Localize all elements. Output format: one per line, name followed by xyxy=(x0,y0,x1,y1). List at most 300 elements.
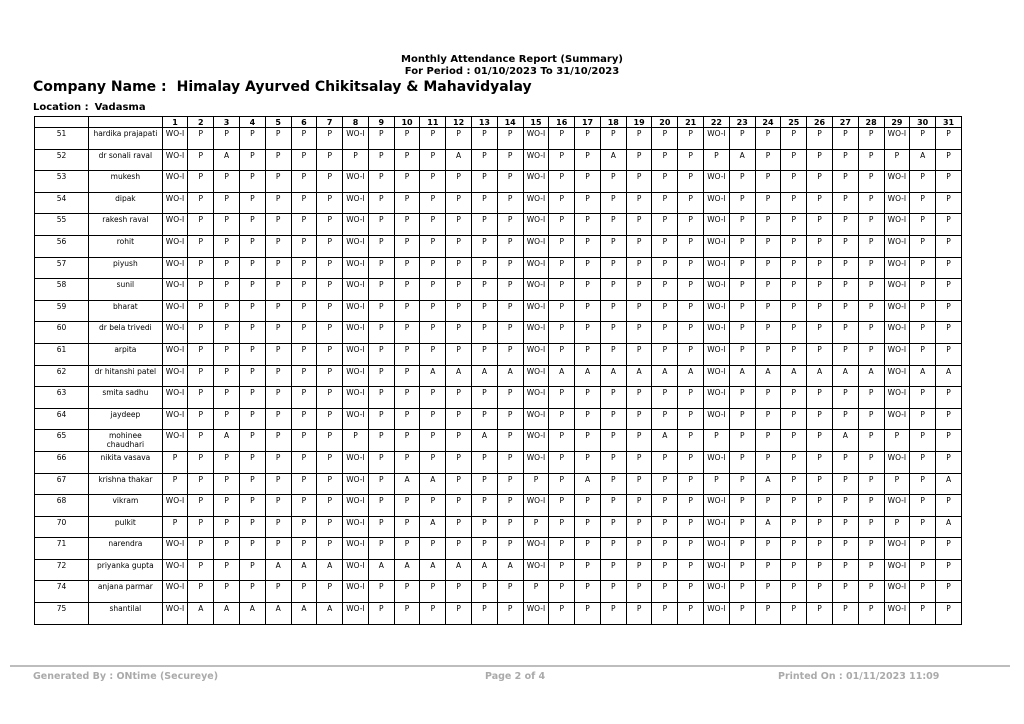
attendance-mark: P xyxy=(549,430,575,452)
attendance-mark: P xyxy=(214,322,240,344)
attendance-mark: WO-I xyxy=(523,408,549,430)
day-header: 27 xyxy=(832,117,858,128)
attendance-mark: A xyxy=(652,365,678,387)
attendance-mark: A xyxy=(755,473,781,495)
day-header: 15 xyxy=(523,117,549,128)
attendance-mark: P xyxy=(446,473,472,495)
attendance-mark: P xyxy=(446,343,472,365)
attendance-mark: P xyxy=(652,171,678,193)
attendance-mark: P xyxy=(678,192,704,214)
attendance-mark: A xyxy=(832,430,858,452)
attendance-mark: P xyxy=(317,408,343,430)
attendance-mark: WO-I xyxy=(704,495,730,517)
attendance-mark: P xyxy=(575,343,601,365)
table-row xyxy=(35,603,962,625)
attendance-mark: P xyxy=(188,171,214,193)
attendance-mark: P xyxy=(497,451,523,473)
table-row xyxy=(35,192,962,214)
employee-name: piyush xyxy=(89,257,163,279)
attendance-mark: P xyxy=(781,192,807,214)
attendance-mark: WO-I xyxy=(343,603,369,625)
attendance-mark: P xyxy=(549,516,575,538)
employee-code: 68 xyxy=(35,495,89,517)
day-header: 29 xyxy=(884,117,910,128)
attendance-mark: P xyxy=(162,516,188,538)
attendance-mark: P xyxy=(368,300,394,322)
attendance-mark: P xyxy=(781,408,807,430)
attendance-mark: A xyxy=(420,559,446,581)
day-header: 17 xyxy=(575,117,601,128)
attendance-mark: P xyxy=(497,387,523,409)
attendance-mark: P xyxy=(472,495,498,517)
company-line xyxy=(33,79,532,95)
attendance-mark: P xyxy=(214,451,240,473)
attendance-mark: P xyxy=(497,408,523,430)
attendance-mark: A xyxy=(600,365,626,387)
attendance-mark: A xyxy=(214,149,240,171)
header-name xyxy=(89,117,163,128)
attendance-mark: P xyxy=(910,451,936,473)
attendance-mark: P xyxy=(807,430,833,452)
attendance-mark: WO-I xyxy=(162,300,188,322)
attendance-mark: P xyxy=(832,408,858,430)
attendance-mark: P xyxy=(755,495,781,517)
attendance-mark: A xyxy=(575,365,601,387)
attendance-mark: P xyxy=(832,128,858,150)
attendance-mark: P xyxy=(858,300,884,322)
attendance-mark: WO-I xyxy=(523,495,549,517)
attendance-mark: A xyxy=(188,603,214,625)
attendance-mark: WO-I xyxy=(704,603,730,625)
attendance-mark: WO-I xyxy=(884,235,910,257)
attendance-mark: P xyxy=(239,495,265,517)
attendance-mark: WO-I xyxy=(704,538,730,560)
attendance-mark: WO-I xyxy=(162,322,188,344)
day-header: 10 xyxy=(394,117,420,128)
attendance-mark: P xyxy=(214,387,240,409)
attendance-mark: P xyxy=(368,279,394,301)
attendance-mark: P xyxy=(497,322,523,344)
attendance-mark: P xyxy=(936,581,962,603)
attendance-mark: A xyxy=(214,430,240,452)
employee-code: 60 xyxy=(35,322,89,344)
attendance-mark: P xyxy=(652,214,678,236)
attendance-mark: P xyxy=(626,279,652,301)
employee-code: 67 xyxy=(35,473,89,495)
attendance-mark: P xyxy=(265,387,291,409)
attendance-mark: P xyxy=(549,603,575,625)
location-name: Vadasma xyxy=(94,102,146,113)
attendance-mark: P xyxy=(781,430,807,452)
attendance-mark: P xyxy=(446,322,472,344)
attendance-mark: P xyxy=(652,300,678,322)
day-header: 22 xyxy=(704,117,730,128)
attendance-mark: P xyxy=(678,300,704,322)
attendance-mark: P xyxy=(884,430,910,452)
attendance-mark: P xyxy=(291,322,317,344)
header-code xyxy=(35,117,89,128)
attendance-mark: P xyxy=(368,581,394,603)
attendance-mark: P xyxy=(652,257,678,279)
attendance-mark: P xyxy=(497,192,523,214)
attendance-mark: P xyxy=(600,300,626,322)
attendance-mark: WO-I xyxy=(884,322,910,344)
table-row xyxy=(35,171,962,193)
attendance-mark: P xyxy=(317,451,343,473)
attendance-mark: WO-I xyxy=(162,192,188,214)
attendance-mark: P xyxy=(317,279,343,301)
attendance-mark: WO-I xyxy=(343,559,369,581)
attendance-mark: P xyxy=(317,343,343,365)
attendance-mark: P xyxy=(858,495,884,517)
attendance-mark: P xyxy=(807,235,833,257)
attendance-mark: P xyxy=(446,128,472,150)
attendance-mark: P xyxy=(239,235,265,257)
attendance-mark: P xyxy=(188,495,214,517)
attendance-mark: A xyxy=(317,559,343,581)
attendance-mark: P xyxy=(368,408,394,430)
attendance-mark: WO-I xyxy=(343,581,369,603)
attendance-mark: P xyxy=(832,387,858,409)
attendance-mark: P xyxy=(600,322,626,344)
attendance-mark: WO-I xyxy=(704,451,730,473)
attendance-mark: P xyxy=(368,235,394,257)
attendance-mark: P xyxy=(600,473,626,495)
attendance-mark: P xyxy=(729,538,755,560)
attendance-mark: P xyxy=(523,581,549,603)
attendance-mark: P xyxy=(755,257,781,279)
attendance-mark: A xyxy=(472,365,498,387)
attendance-mark: P xyxy=(575,559,601,581)
attendance-mark: P xyxy=(781,300,807,322)
attendance-mark: WO-I xyxy=(162,149,188,171)
attendance-mark: P xyxy=(936,214,962,236)
attendance-mark: P xyxy=(188,235,214,257)
attendance-mark: P xyxy=(626,149,652,171)
table-row xyxy=(35,387,962,409)
attendance-mark: P xyxy=(807,300,833,322)
table-row xyxy=(35,516,962,538)
attendance-mark: WO-I xyxy=(343,192,369,214)
attendance-mark: WO-I xyxy=(884,451,910,473)
location-line xyxy=(33,102,146,113)
attendance-mark: P xyxy=(755,235,781,257)
day-header: 18 xyxy=(600,117,626,128)
attendance-mark: P xyxy=(446,408,472,430)
attendance-mark: P xyxy=(188,365,214,387)
attendance-mark: P xyxy=(910,408,936,430)
attendance-mark: P xyxy=(549,322,575,344)
day-header: 3 xyxy=(214,117,240,128)
attendance-mark: P xyxy=(936,322,962,344)
attendance-mark: A xyxy=(394,559,420,581)
attendance-mark: P xyxy=(678,559,704,581)
attendance-mark: P xyxy=(265,408,291,430)
attendance-mark: WO-I xyxy=(523,387,549,409)
attendance-mark: P xyxy=(936,343,962,365)
attendance-mark: P xyxy=(600,408,626,430)
attendance-mark: A xyxy=(575,473,601,495)
attendance-mark: A xyxy=(858,365,884,387)
attendance-mark: P xyxy=(858,603,884,625)
attendance-mark: P xyxy=(807,559,833,581)
table-row xyxy=(35,451,962,473)
attendance-mark: P xyxy=(291,128,317,150)
attendance-mark: WO-I xyxy=(162,235,188,257)
attendance-mark: P xyxy=(549,214,575,236)
attendance-mark: P xyxy=(265,430,291,452)
attendance-mark: P xyxy=(807,214,833,236)
attendance-mark: P xyxy=(652,495,678,517)
attendance-mark: P xyxy=(497,603,523,625)
table-row xyxy=(35,343,962,365)
attendance-mark: P xyxy=(626,516,652,538)
attendance-mark: P xyxy=(368,257,394,279)
attendance-mark: P xyxy=(858,257,884,279)
attendance-mark: P xyxy=(420,257,446,279)
attendance-mark: P xyxy=(317,365,343,387)
attendance-mark: P xyxy=(394,538,420,560)
attendance-mark: P xyxy=(472,451,498,473)
attendance-mark: P xyxy=(265,473,291,495)
attendance-mark: WO-I xyxy=(884,343,910,365)
employee-name: narendra xyxy=(89,538,163,560)
attendance-mark: P xyxy=(317,300,343,322)
attendance-mark: P xyxy=(729,171,755,193)
attendance-mark: WO-I xyxy=(162,279,188,301)
attendance-mark: P xyxy=(265,300,291,322)
attendance-mark: P xyxy=(910,128,936,150)
attendance-mark: P xyxy=(239,257,265,279)
attendance-mark: WO-I xyxy=(162,430,188,452)
attendance-mark: A xyxy=(678,365,704,387)
attendance-mark: P xyxy=(575,149,601,171)
attendance-mark: WO-I xyxy=(884,192,910,214)
attendance-mark: P xyxy=(678,279,704,301)
attendance-mark: A xyxy=(446,149,472,171)
attendance-mark: P xyxy=(420,343,446,365)
employee-name: mukesh xyxy=(89,171,163,193)
attendance-mark: P xyxy=(214,581,240,603)
attendance-mark: P xyxy=(652,128,678,150)
attendance-mark: P xyxy=(497,300,523,322)
attendance-mark: P xyxy=(265,451,291,473)
attendance-mark: P xyxy=(807,538,833,560)
attendance-mark: P xyxy=(188,387,214,409)
attendance-mark: WO-I xyxy=(704,279,730,301)
attendance-mark: P xyxy=(394,495,420,517)
day-header: 13 xyxy=(472,117,498,128)
attendance-mark: P xyxy=(807,149,833,171)
attendance-mark: P xyxy=(600,603,626,625)
attendance-mark: P xyxy=(858,279,884,301)
day-header: 25 xyxy=(781,117,807,128)
attendance-mark: P xyxy=(832,171,858,193)
employee-code: 65 xyxy=(35,430,89,452)
attendance-mark: A xyxy=(807,365,833,387)
day-header: 24 xyxy=(755,117,781,128)
employee-code: 57 xyxy=(35,257,89,279)
attendance-mark: P xyxy=(652,235,678,257)
attendance-mark: P xyxy=(626,171,652,193)
attendance-mark: P xyxy=(265,365,291,387)
report-title: Monthly Attendance Report (Summary) xyxy=(401,54,623,65)
attendance-mark: WO-I xyxy=(343,365,369,387)
attendance-mark: P xyxy=(575,235,601,257)
attendance-mark: WO-I xyxy=(343,279,369,301)
attendance-mark: P xyxy=(239,538,265,560)
attendance-mark: P xyxy=(214,516,240,538)
attendance-mark: P xyxy=(807,343,833,365)
attendance-mark: P xyxy=(755,192,781,214)
attendance-mark: P xyxy=(214,495,240,517)
attendance-mark: P xyxy=(678,343,704,365)
attendance-mark: WO-I xyxy=(704,128,730,150)
employee-name: rakesh raval xyxy=(89,214,163,236)
attendance-mark: P xyxy=(394,581,420,603)
day-header: 31 xyxy=(936,117,962,128)
day-header: 11 xyxy=(420,117,446,128)
attendance-mark: WO-I xyxy=(343,171,369,193)
employee-name: dr bela trivedi xyxy=(89,322,163,344)
attendance-mark: P xyxy=(188,559,214,581)
attendance-mark: P xyxy=(497,581,523,603)
attendance-mark: P xyxy=(575,214,601,236)
attendance-mark: P xyxy=(265,192,291,214)
attendance-mark: P xyxy=(188,516,214,538)
attendance-mark: WO-I xyxy=(884,128,910,150)
attendance-mark: P xyxy=(807,495,833,517)
attendance-mark: P xyxy=(729,214,755,236)
attendance-mark: WO-I xyxy=(884,581,910,603)
attendance-mark: P xyxy=(575,581,601,603)
attendance-mark: P xyxy=(884,149,910,171)
attendance-mark: P xyxy=(239,322,265,344)
attendance-mark: P xyxy=(626,581,652,603)
attendance-mark: P xyxy=(472,538,498,560)
employee-code: 55 xyxy=(35,214,89,236)
attendance-mark: WO-I xyxy=(704,387,730,409)
attendance-mark: P xyxy=(497,171,523,193)
attendance-mark: P xyxy=(729,451,755,473)
attendance-mark: P xyxy=(626,387,652,409)
attendance-mark: P xyxy=(755,322,781,344)
attendance-mark: A xyxy=(832,365,858,387)
attendance-mark: P xyxy=(239,365,265,387)
attendance-mark: P xyxy=(265,516,291,538)
attendance-mark: P xyxy=(858,408,884,430)
attendance-mark: P xyxy=(239,214,265,236)
attendance-mark: P xyxy=(626,192,652,214)
attendance-mark: P xyxy=(832,149,858,171)
attendance-mark: P xyxy=(497,516,523,538)
attendance-mark: WO-I xyxy=(884,603,910,625)
attendance-mark: A xyxy=(420,473,446,495)
attendance-mark: P xyxy=(678,257,704,279)
attendance-mark: P xyxy=(368,473,394,495)
attendance-mark: P xyxy=(420,451,446,473)
table-row xyxy=(35,495,962,517)
attendance-mark: P xyxy=(678,473,704,495)
attendance-mark: P xyxy=(755,171,781,193)
attendance-mark: P xyxy=(394,192,420,214)
attendance-mark: P xyxy=(858,214,884,236)
attendance-mark: P xyxy=(291,408,317,430)
attendance-mark: P xyxy=(368,128,394,150)
attendance-mark: A xyxy=(781,365,807,387)
attendance-mark: P xyxy=(652,581,678,603)
day-header: 26 xyxy=(807,117,833,128)
employee-name: shantilal xyxy=(89,603,163,625)
attendance-mark: P xyxy=(214,300,240,322)
attendance-mark: P xyxy=(910,192,936,214)
attendance-mark: WO-I xyxy=(523,603,549,625)
day-header: 12 xyxy=(446,117,472,128)
employee-name: smita sadhu xyxy=(89,387,163,409)
attendance-mark: P xyxy=(936,235,962,257)
attendance-mark: P xyxy=(729,192,755,214)
attendance-mark: P xyxy=(600,128,626,150)
attendance-mark: P xyxy=(420,387,446,409)
attendance-mark: P xyxy=(394,257,420,279)
attendance-mark: P xyxy=(420,495,446,517)
attendance-mark: P xyxy=(729,581,755,603)
attendance-mark: A xyxy=(910,365,936,387)
attendance-mark: P xyxy=(265,235,291,257)
attendance-mark: P xyxy=(910,387,936,409)
attendance-mark: P xyxy=(549,235,575,257)
attendance-mark: P xyxy=(317,192,343,214)
employee-code: 62 xyxy=(35,365,89,387)
attendance-mark: P xyxy=(497,235,523,257)
attendance-mark: P xyxy=(729,473,755,495)
attendance-mark: P xyxy=(858,473,884,495)
attendance-mark: P xyxy=(626,343,652,365)
attendance-mark: P xyxy=(807,451,833,473)
attendance-mark: P xyxy=(446,538,472,560)
table-row xyxy=(35,300,962,322)
attendance-mark: WO-I xyxy=(343,473,369,495)
attendance-mark: P xyxy=(265,581,291,603)
attendance-mark: P xyxy=(781,451,807,473)
attendance-mark: P xyxy=(265,343,291,365)
attendance-mark: P xyxy=(446,257,472,279)
employee-name: rohit xyxy=(89,235,163,257)
attendance-mark: A xyxy=(936,516,962,538)
attendance-mark: P xyxy=(188,473,214,495)
attendance-mark: P xyxy=(214,192,240,214)
attendance-mark: WO-I xyxy=(343,451,369,473)
attendance-mark: P xyxy=(291,300,317,322)
employee-code: 58 xyxy=(35,279,89,301)
attendance-mark: P xyxy=(910,495,936,517)
day-header: 23 xyxy=(729,117,755,128)
attendance-mark: P xyxy=(523,473,549,495)
attendance-mark: P xyxy=(291,365,317,387)
attendance-mark: P xyxy=(884,516,910,538)
attendance-mark: P xyxy=(858,171,884,193)
attendance-mark: P xyxy=(214,408,240,430)
attendance-mark: P xyxy=(781,516,807,538)
attendance-mark: P xyxy=(729,343,755,365)
attendance-mark: P xyxy=(575,538,601,560)
attendance-mark: WO-I xyxy=(343,322,369,344)
attendance-mark: P xyxy=(626,128,652,150)
attendance-mark: P xyxy=(214,538,240,560)
attendance-mark: P xyxy=(575,192,601,214)
attendance-mark: P xyxy=(626,300,652,322)
attendance-mark: P xyxy=(472,387,498,409)
